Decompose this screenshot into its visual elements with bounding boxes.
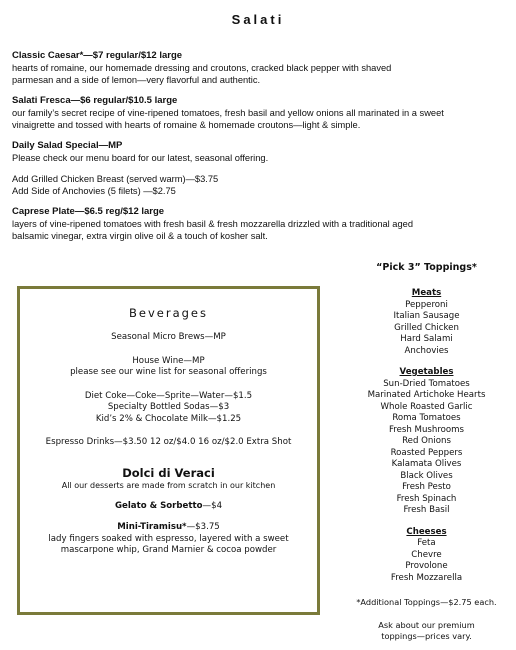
topping-item: Provolone xyxy=(405,561,448,571)
category-meats: Meats xyxy=(411,288,442,298)
menu-item-daily-salad-special xyxy=(12,140,508,164)
beverages-title: Beverages xyxy=(129,306,208,320)
topping-item: Hard Salami xyxy=(400,334,453,344)
topping-item: Fresh Spinach xyxy=(396,493,457,504)
dessert-name: Gelato & Sorbetto xyxy=(114,500,203,511)
additional-toppings-note: *Additional Toppings—$2.75 each. xyxy=(356,597,497,607)
page-title: Salati xyxy=(231,12,285,27)
item-description: hearts of romaine, our homemade dressing and croutons, cracked black pepper with shaved parmesan and a side of lemon—very flavorful and authentic. xyxy=(12,63,392,85)
topping-item: Feta xyxy=(417,538,436,548)
topping-item: Italian Sausage xyxy=(393,311,460,321)
topping-item: Fresh Mozzarella xyxy=(390,572,463,583)
bev-kids-milk: Kid’s 2% & Chocolate Milk—$1.25 xyxy=(95,413,242,424)
dessert-gelato xyxy=(26,501,311,513)
dessert-description: lady fingers soaked with espresso, layered with a sweet xyxy=(48,533,289,544)
bev-sodas: Diet Coke—Coke—Sprite—Water—$1.5 xyxy=(84,390,253,401)
item-description: layers of vine-ripened tomatoes with fresh basil & fresh mozzarella drizzled with a traditional aged balsamic vinegar, extra virgin olive oil & a touch of kosher salt. xyxy=(12,219,413,241)
bev-espresso: Espresso Drinks—$3.50 12 oz/$4.0 16 oz/$2.0 Extra Shot xyxy=(45,437,292,447)
topping-item: Grilled Chicken xyxy=(394,322,459,333)
category-vegetables: Vegetables xyxy=(399,367,454,377)
toppings-title: “Pick 3” Toppings* xyxy=(376,262,477,273)
dolci-note: All our desserts are made from scratch in our kitchen xyxy=(61,480,276,490)
topping-item: Red Onions xyxy=(402,436,451,446)
dessert-tiramisu xyxy=(26,522,311,534)
item-heading: Salati Fresca—$6 regular/$10.5 large xyxy=(12,95,178,106)
addon-anchovies: Add Side of Anchovies (5 filets) —$2.75 xyxy=(12,186,176,196)
item-description: Please check our menu board for our latest, seasonal offering. xyxy=(12,153,269,163)
menu-item-caprese-plate xyxy=(12,206,508,242)
menu-item-salati-fresca xyxy=(12,95,508,131)
topping-item: Roasted Peppers xyxy=(390,447,463,458)
item-heading: Classic Caesar*—$7 regular/$12 large xyxy=(12,50,183,61)
menu-item-classic-caesar xyxy=(12,50,508,86)
topping-item: Anchovies xyxy=(404,345,449,356)
topping-item: Chevre xyxy=(411,549,442,560)
bev-specialty-sodas: Specialty Bottled Sodas—$3 xyxy=(107,402,230,412)
dolci-title: Dolci di Veraci xyxy=(122,465,215,480)
salati-section xyxy=(12,50,508,251)
beverages-box xyxy=(17,286,320,615)
bev-house-wine: House Wine—MP xyxy=(132,355,205,366)
dessert-name: Mini-Tiramisu* xyxy=(117,522,187,532)
topping-item: Roma Tomatoes xyxy=(392,413,461,423)
topping-item: Whole Roasted Garlic xyxy=(380,401,473,412)
dessert-description: mascarpone whip, Grand Marnier & cocoa powder xyxy=(60,545,277,555)
topping-item: Kalamata Olives xyxy=(391,459,462,469)
topping-item: Fresh Mushrooms xyxy=(388,424,465,435)
premium-note-line: Ask about our premium xyxy=(378,620,475,630)
addons-list xyxy=(12,173,508,197)
addon-chicken: Add Grilled Chicken Breast (served warm)—$3.75 xyxy=(12,174,219,184)
bev-wine-note: please see our wine list for seasonal offerings xyxy=(70,367,267,377)
topping-item: Black Olives xyxy=(400,470,453,481)
topping-item: Pepperoni xyxy=(405,299,448,310)
topping-item: Fresh Pesto xyxy=(402,482,451,492)
topping-item: Sun-Dried Tomatoes xyxy=(383,378,470,389)
toppings-section xyxy=(337,262,516,642)
item-description: our family’s secret recipe of vine-ripened tomatoes, fresh basil and yellow onions all marinated in a sweet vinaigrette and tossed with hearts of romaine & homemade croutons—light & simple. xyxy=(12,108,444,130)
item-heading: Daily Salad Special—MP xyxy=(12,140,123,151)
bev-micro-brews: Seasonal Micro Brews—MP xyxy=(111,332,226,342)
premium-note-line: toppings—prices vary. xyxy=(381,631,472,641)
topping-item: Marinated Artichoke Hearts xyxy=(367,390,486,400)
premium-toppings-note xyxy=(337,620,516,642)
item-heading: Caprese Plate—$6.5 reg/$12 large xyxy=(12,206,165,217)
dessert-price: —$4 xyxy=(202,500,223,511)
dessert-price: —$3.75 xyxy=(186,522,220,532)
category-cheeses: Cheeses xyxy=(406,526,447,537)
topping-item: Fresh Basil xyxy=(403,505,450,515)
